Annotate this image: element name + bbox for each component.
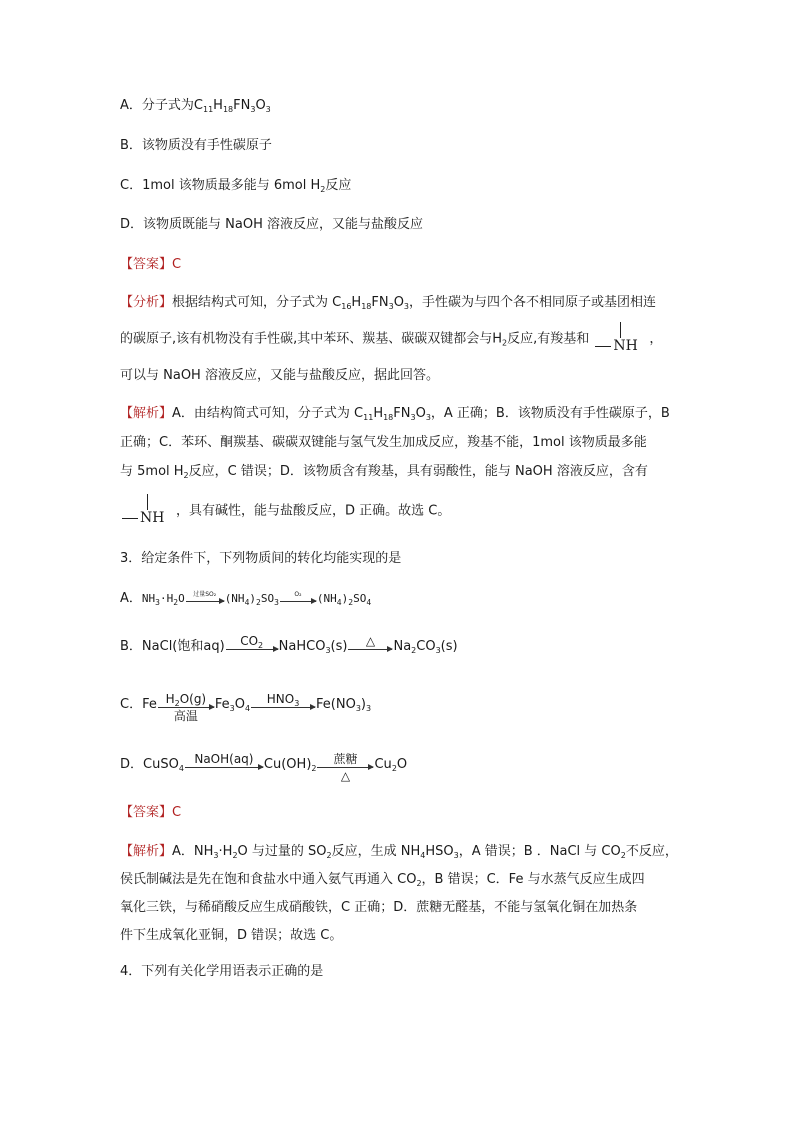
text: 根据结构式可知，分子式为 C: [172, 295, 342, 310]
q3-solution-line-1: [120, 843, 678, 861]
answer-value: C: [172, 805, 182, 820]
subscript: 3: [265, 105, 271, 114]
text: ，具有碱性，能与盐酸反应，D 正确。故选 C。: [176, 503, 451, 519]
text: O: [393, 295, 404, 310]
text: ，B 错误；C．Fe 与水蒸气反应生成四: [421, 872, 645, 887]
chem: Fe: [142, 697, 157, 712]
option-b: B．该物质没有手性碳原子: [120, 138, 272, 153]
reaction-arrow: [251, 692, 315, 708]
subscript: 11: [363, 413, 374, 422]
chem: (NH: [224, 592, 245, 605]
subscript: 2: [348, 598, 354, 607]
subscript: 2: [502, 338, 508, 348]
subscript: 18: [383, 413, 394, 422]
subscript: 2: [391, 764, 397, 773]
chem: Na: [393, 639, 412, 654]
solution-line-3: [120, 463, 648, 481]
solution-tag: 【解析】: [120, 844, 173, 859]
arrow-condition: 高温: [173, 709, 198, 723]
solution-line-1: [120, 405, 670, 423]
q3-solution-line-4: 件下生成氧化亚铜，D 错误；故选 C。: [120, 928, 343, 943]
subscript: 2: [232, 851, 238, 860]
q3-option-a: [120, 590, 371, 608]
chem: Cu: [374, 757, 392, 772]
option-a-text: A．分子式为: [120, 98, 194, 113]
subscript: 3: [250, 105, 256, 114]
text: ，: [649, 331, 663, 347]
chem: SO: [260, 592, 275, 605]
subscript: 2: [326, 851, 332, 860]
subscript: 3: [155, 598, 160, 607]
subscript: 4: [336, 598, 342, 607]
text: 侯氏制碱法是先在饱和食盐水中通入氨气再通入 CO: [120, 872, 417, 887]
formula-part: C: [193, 98, 203, 113]
formula-part: FN: [233, 98, 251, 113]
formula-part: O: [255, 98, 266, 113]
chem: NaHCO: [278, 639, 326, 654]
chem: Cu(OH): [263, 757, 312, 772]
option-c: [120, 177, 351, 195]
text: O 与过量的 SO: [237, 844, 327, 859]
chem: CO: [416, 639, 436, 654]
text: 不反应，: [625, 844, 678, 859]
chem: SO: [353, 592, 367, 605]
q3-answer-line: [120, 804, 181, 822]
answer-tag: 【答案】: [120, 257, 173, 272]
text: ，手性碳为与四个各不相同原子或基团相连: [409, 295, 657, 310]
subscript: 2: [174, 699, 180, 708]
subscript: 2: [416, 879, 422, 888]
subscript: 16: [341, 302, 352, 311]
analysis-line-1: [120, 294, 656, 312]
subscript: 4: [244, 598, 250, 607]
text: ，A 错误；B ．NaCl 与 CO: [458, 844, 621, 859]
reaction-arrow: [280, 591, 316, 602]
amine-group-structure: [120, 494, 176, 528]
text: 与 5mol H: [120, 464, 184, 479]
answer-tag: 【答案】: [120, 805, 173, 820]
text: FN: [371, 295, 389, 310]
nh-label: NH: [140, 510, 165, 526]
reaction-arrow: [185, 752, 263, 768]
arrow-condition: O₂: [294, 591, 302, 598]
subscript: 3: [229, 704, 235, 713]
subscript: 2: [173, 598, 179, 607]
subscript: 3: [403, 302, 410, 311]
subscript: 2: [258, 641, 264, 650]
subscript: 2: [320, 185, 326, 194]
chem: ): [341, 592, 349, 605]
arrow-condition: NaOH(aq): [194, 752, 254, 766]
text: ，A 正确；B．该物质没有手性碳原子，B: [430, 406, 670, 421]
reaction-arrow: [158, 692, 214, 723]
q3-solution-line-2: [120, 871, 645, 889]
option-label: A．: [120, 591, 142, 606]
text: 的碳原子,该有机物没有手性碳,其中苯环、羰基、碳碳双键都会与H: [120, 331, 503, 347]
subscript: 2: [411, 646, 417, 655]
option-label: C．: [120, 697, 143, 712]
subscript: 3: [388, 302, 394, 311]
subscript: 3: [366, 704, 372, 713]
arrow-condition: H: [165, 692, 175, 706]
solution-line-4: [120, 494, 450, 528]
chem: O: [396, 757, 408, 772]
option-label: B．: [120, 639, 142, 654]
reaction-arrow: [226, 634, 278, 650]
option-d: D．该物质既能与 NaOH 溶液反应，又能与盐酸反应: [120, 217, 423, 232]
arrow-condition: O(g): [179, 692, 207, 706]
option-a: [120, 97, 271, 115]
chem: (NH: [316, 592, 337, 605]
q3-option-b: [120, 634, 458, 656]
question-3-stem: 3．给定条件下，下列物质间的转化均能实现的是: [120, 551, 402, 566]
chem: NaCl(饱和aq): [141, 639, 225, 654]
analysis-tag: 【分析】: [120, 295, 173, 310]
subscript: 2: [311, 764, 317, 773]
subscript: 3: [355, 704, 361, 713]
nh-label: NH: [613, 338, 638, 354]
chem: Fe(NO: [316, 697, 356, 712]
q3-option-d: [120, 752, 408, 783]
text: O: [415, 406, 426, 421]
answer-value: C: [172, 257, 182, 272]
subscript: 3: [425, 413, 431, 422]
subscript: 3: [213, 851, 219, 860]
chem: ): [249, 592, 257, 605]
text: A．NH: [172, 844, 214, 859]
q3-solution-line-3: 氧化三铁，与稀硝酸反应生成硝酸铁，C 正确；D．蔗糖无醛基，不能与氢氧化铜在加热条: [120, 900, 638, 915]
chem: (s): [440, 639, 458, 654]
arrow-condition: HNO: [266, 692, 295, 706]
analysis-line-3: 可以与 NaOH 溶液反应，又能与盐酸反应，据此回答。: [120, 368, 439, 383]
subscript: 18: [361, 302, 372, 311]
chem: CuSO: [143, 757, 179, 772]
text: H: [351, 295, 362, 310]
subscript: 3: [325, 646, 331, 655]
subscript: 3: [435, 646, 441, 655]
subscript: 3: [410, 413, 416, 422]
q3-option-c: [120, 692, 372, 723]
subscript: 2: [256, 598, 261, 607]
formula-part: H: [213, 98, 223, 113]
question-4-stem: 4．下列有关化学用语表示正确的是: [120, 964, 324, 979]
solution-tag: 【解析】: [120, 406, 173, 421]
subscript: 3: [294, 699, 300, 708]
arrow-condition: CO: [240, 634, 259, 648]
text: FN: [393, 406, 411, 421]
subscript: 11: [202, 105, 214, 114]
reaction-arrow: [317, 752, 373, 783]
heat-symbol: △: [365, 634, 376, 648]
reaction-arrow: [186, 591, 224, 602]
chem: ): [360, 697, 366, 712]
subscript: 4: [420, 851, 426, 860]
text: 反应，生成 NH: [331, 844, 421, 859]
option-c-text: C．1mol 该物质最多能与 6mol H: [120, 178, 321, 193]
text: 反应,有羧基和: [507, 331, 590, 347]
chem: O: [178, 592, 185, 605]
chem: Fe: [214, 697, 230, 712]
subscript: 4: [178, 764, 184, 773]
reaction-arrow: [348, 634, 392, 650]
answer-line: [120, 256, 181, 274]
text: A．由结构简式可知，分子式为 C: [172, 406, 364, 421]
arrow-condition: 蔗糖: [333, 752, 358, 766]
option-label: D．: [120, 757, 144, 772]
subscript: 2: [183, 471, 189, 480]
text: 反应，C 错误；D．该物质含有羧基，具有弱酸性，能与 NaOH 溶液反应，含有: [188, 464, 648, 479]
chem: O: [234, 697, 245, 712]
subscript: 3: [274, 598, 279, 607]
subscript: 18: [222, 105, 234, 114]
subscript: 4: [244, 704, 251, 713]
subscript: 4: [366, 598, 372, 607]
text: ·H: [218, 844, 233, 859]
chem: (s): [330, 639, 348, 654]
subscript: 3: [453, 851, 459, 860]
analysis-line-2: [120, 322, 662, 356]
text: H: [373, 406, 384, 421]
chem: NH: [141, 592, 156, 605]
text: HSO: [425, 844, 454, 859]
heat-symbol: △: [340, 769, 351, 783]
chem: ·H: [159, 592, 174, 605]
arrow-condition: 过量SO₂: [193, 591, 217, 598]
solution-line-2: 正确；C．苯环、酮羰基、碳碳双键能与氢气发生加成反应，羧基不能，1mol 该物质最多能: [120, 435, 647, 450]
subscript: 2: [620, 851, 626, 860]
option-c-tail: 反应: [325, 178, 352, 193]
amine-group-structure: [593, 322, 649, 356]
